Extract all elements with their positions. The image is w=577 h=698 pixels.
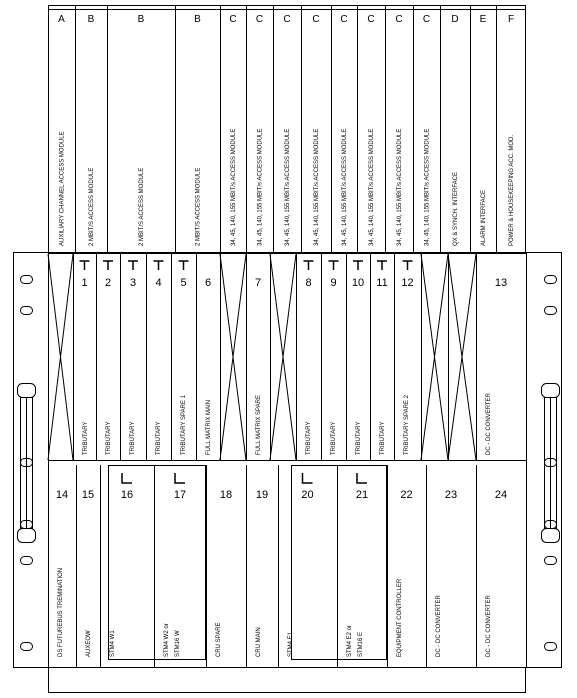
slot-number: 17 <box>173 489 187 501</box>
column-letter: C <box>312 14 320 25</box>
column-letter: B <box>194 14 201 25</box>
module-label: 2 MBIT/S ACCESS MODULE <box>139 167 145 246</box>
module-label: 34, 45, 140, 155 MBIT/s ACCESS MODULE <box>342 128 348 246</box>
module-label: 34, 45, 140, 155 MBIT/s ACCESS MODULE <box>369 128 375 246</box>
l-connector-icon <box>357 473 367 483</box>
upper-shelf <box>48 254 527 461</box>
header-columns <box>58 5 515 253</box>
column-letter: C <box>422 14 431 25</box>
slot-label: TRIBUTARY <box>106 421 112 455</box>
slot-number: 6 <box>204 277 212 289</box>
slot-number: 24 <box>494 489 508 501</box>
mounting-hole-icon <box>545 643 557 651</box>
module-label: 2 MBIT/S ACCESS MODULE <box>195 167 202 246</box>
l-connector-icon <box>175 473 185 483</box>
t-connector-icon <box>377 261 387 270</box>
handle-bracket-icon <box>542 384 560 398</box>
slot-number: 1 <box>81 277 88 289</box>
column-letter: C <box>395 14 403 25</box>
module-label: ALARM INTERFACE <box>481 189 487 246</box>
column-letter: F <box>507 14 515 25</box>
slot-number: 16 <box>120 489 134 501</box>
slot-label: FULL MATRIX MAIN <box>206 399 212 455</box>
bottom-base <box>49 668 526 693</box>
slot-label: CRU MAIN <box>256 627 262 657</box>
column-letter: C <box>340 14 348 25</box>
slot-label: TRIBUTARY <box>83 421 89 455</box>
slot-number: 21 <box>355 489 369 501</box>
slot-label: TRIBUTARY <box>130 421 136 455</box>
lower-shelf <box>56 465 507 668</box>
column-letter: C <box>367 14 375 25</box>
module-label: QX & SYNCH. INTERFACE <box>453 171 459 246</box>
t-connector-icon <box>304 261 314 270</box>
slot-number: 18 <box>219 489 233 501</box>
slot-label: CRU SPARE <box>216 622 222 657</box>
slot-number: 7 <box>254 277 262 289</box>
l-connector-icon <box>122 473 132 483</box>
slot-label: TRIBUTARY <box>331 421 337 455</box>
t-connector-icon <box>329 261 339 270</box>
mounting-hole-icon <box>545 557 557 565</box>
column-letter: C <box>229 14 237 25</box>
t-connector-icon <box>403 261 413 270</box>
slot-number: 20 <box>301 489 314 501</box>
slot-label: TRIBUTARY <box>306 421 312 455</box>
slot-number: 15 <box>81 489 95 501</box>
module-label: POWER & HOUSEKEEPING ACC. MOD. <box>509 134 515 246</box>
slot-number: 8 <box>305 277 312 289</box>
slot-number: 23 <box>444 489 458 501</box>
handle-bracket-icon <box>18 529 36 543</box>
slot-label: STM16 E <box>358 631 364 657</box>
slot-number: 10 <box>351 277 365 289</box>
slot-label: STM4 W1 <box>110 630 116 657</box>
slot-label: STM4 E1 <box>288 631 294 657</box>
slot-number: 2 <box>104 277 112 289</box>
slot-number: 12 <box>401 277 414 289</box>
slot-label: FULL MATRIX SPARE <box>256 395 262 455</box>
slot-number: 13 <box>494 277 508 289</box>
module-label: 34, 45, 140, 155 MBIT/s ACCESS MODULE <box>397 128 403 246</box>
slot-label: TRIBUTARY <box>156 421 162 455</box>
slot-label: STM4 E2 or <box>347 624 353 657</box>
slot-number: 11 <box>376 277 388 289</box>
slot-label: DC - DC CONVERTER <box>486 595 492 657</box>
mounting-flanges <box>18 276 560 651</box>
slot-label: TRIBUTARY SPARE 1 <box>181 395 187 455</box>
slot-number: 4 <box>155 277 162 289</box>
slot-number: 9 <box>330 277 337 289</box>
handle-bracket-icon <box>18 384 36 398</box>
column-letter: A <box>58 14 65 25</box>
slot-label: DC - DC CONVERTER <box>486 393 492 455</box>
column-letter: B <box>87 14 95 25</box>
module-label: 2 MBIT/S ACCESS MODULE <box>89 167 95 246</box>
slot-label: STM16 W <box>175 630 181 657</box>
slot-label: STM4 W2 or <box>164 623 170 657</box>
slot-label: TRIBUTARY <box>380 421 386 455</box>
module-label: 34, 45, 140, 155 MBIT/s ACCESS MODULE <box>257 128 264 246</box>
module-label: 34, 45, 140, 155 MBIT/s ACCESS MODULE <box>314 128 320 246</box>
t-connector-icon <box>128 261 138 270</box>
mounting-hole-icon <box>21 643 33 651</box>
mounting-hole-icon <box>545 276 557 284</box>
l-connector-icon <box>303 473 313 483</box>
rack-frame <box>14 6 562 693</box>
mounting-hole-icon <box>545 307 557 315</box>
slot-label: DS FUTUREBUS TREMINATION <box>58 567 64 657</box>
mounting-hole-icon <box>21 557 33 565</box>
slot-number: 5 <box>180 277 187 289</box>
mounting-hole-icon <box>21 307 33 315</box>
t-connector-icon <box>179 261 189 270</box>
column-letter: B <box>137 14 145 25</box>
handle-bracket-icon <box>542 529 560 543</box>
slot-label: TRIBUTARY SPARE 2 <box>404 395 410 455</box>
slot-label: EQUIPMENT CONTROLLER <box>397 578 403 657</box>
slot-label: AUXEOW <box>86 630 92 657</box>
slot-label: DC - DC CONVERTER <box>436 595 442 657</box>
slot-number: 19 <box>255 489 269 501</box>
module-label: AUXILIARY CHANNEL ACCESS MODULE <box>59 131 66 246</box>
module-label: 34, 45, 140, 155 MBIT/s ACCESS MODULE <box>231 128 237 246</box>
column-letter: C <box>255 14 264 25</box>
t-connector-icon <box>80 261 90 270</box>
slot-number: 22 <box>400 489 413 501</box>
t-connector-icon <box>103 261 113 270</box>
column-letter: C <box>283 14 291 25</box>
slot-number: 14 <box>55 489 69 501</box>
column-letter: E <box>479 14 487 25</box>
module-label: 34, 45, 140, 155 MBIT/s ACCESS MODULE <box>424 128 431 246</box>
t-connector-icon <box>353 261 363 270</box>
t-connector-icon <box>154 261 164 270</box>
column-letter: D <box>451 14 459 25</box>
slot-label: TRIBUTARY <box>356 421 362 455</box>
module-label: 34, 45, 140, 155 MBIT/s ACCESS MODULE <box>285 128 291 246</box>
mounting-hole-icon <box>21 276 33 284</box>
slot-number: 3 <box>129 277 137 289</box>
